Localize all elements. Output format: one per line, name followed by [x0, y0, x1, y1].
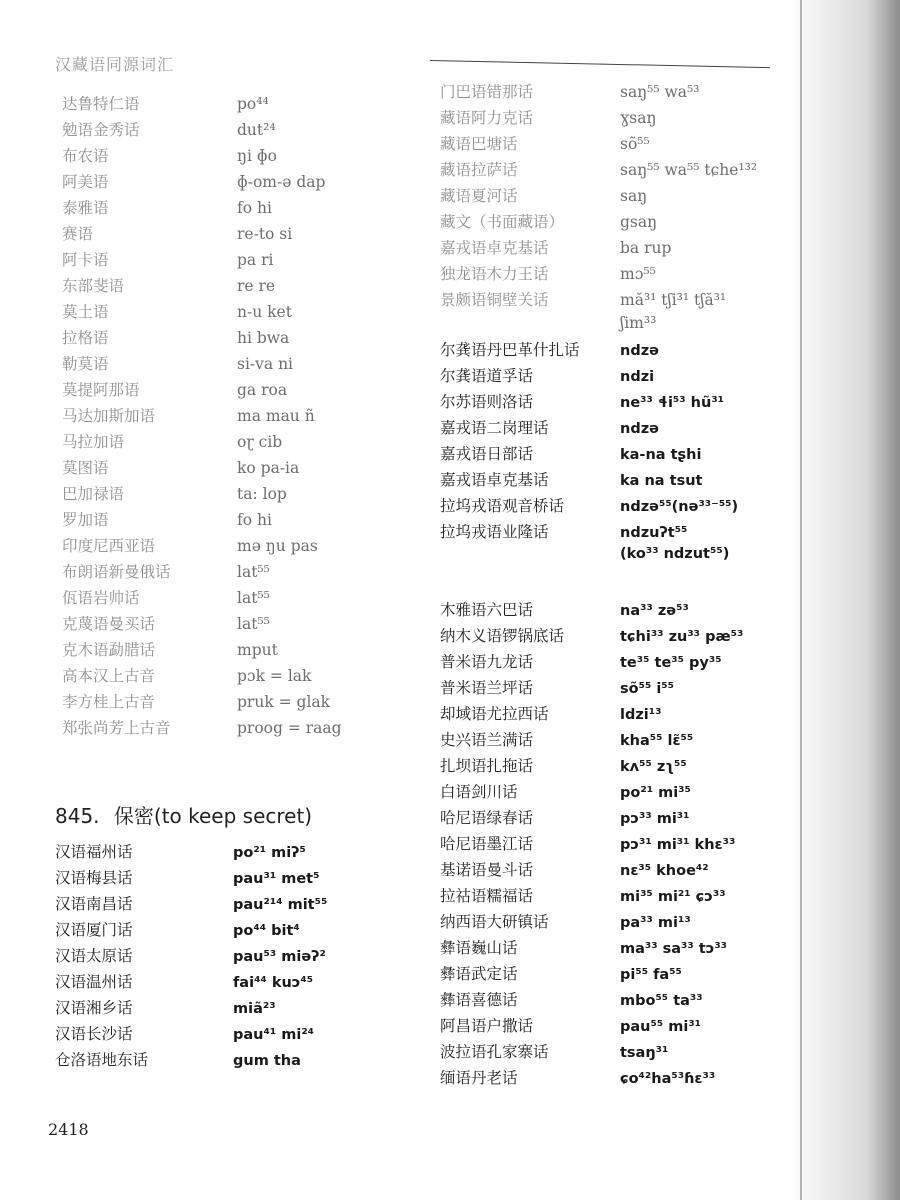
word-form: pau⁴¹ mi²⁴: [233, 1027, 315, 1043]
language-name: 赛语: [62, 225, 94, 243]
entry-row: [62, 534, 407, 560]
entry-row: [62, 92, 407, 118]
word-form: po⁴⁴ bit⁴: [233, 923, 300, 939]
language-name: 藏文（书面藏语）: [440, 213, 565, 231]
word-form: dut²⁴: [237, 121, 276, 139]
language-name: 李方桂上古音: [62, 693, 156, 711]
entry-row: [440, 314, 800, 340]
language-name: 巴加禄语: [62, 485, 125, 503]
word-form: ga roa: [237, 381, 288, 399]
language-name: 勒莫语: [62, 355, 109, 373]
entry-row: [440, 106, 800, 132]
word-form: po²¹ miʔ⁵: [233, 845, 306, 861]
page-number: 2418: [48, 1120, 89, 1139]
language-name: 嘉戎语卓克基话: [440, 471, 549, 489]
word-form: saŋ: [620, 187, 648, 205]
entry-row: [62, 248, 407, 274]
language-name: 景颇语铜壁关话: [440, 291, 549, 309]
entry-row: [62, 456, 407, 482]
entry-row: [62, 430, 407, 456]
language-name: 藏语阿力克话: [440, 109, 534, 127]
word-form: ɕo⁴²ha⁵³ɦɛ³³: [620, 1071, 716, 1087]
entry-row: [62, 118, 407, 144]
word-form: ldzi¹³: [620, 707, 662, 723]
entry-row: [440, 780, 800, 806]
word-form: re-to si: [237, 225, 293, 243]
entry-row: [62, 586, 407, 612]
entry-row: [440, 210, 800, 236]
language-name: 马拉加语: [62, 433, 125, 451]
word-form: miã²³: [233, 1001, 276, 1017]
entry-row: [440, 936, 800, 962]
language-name: 拉坞戎语业隆话: [440, 523, 549, 541]
entry-row: [62, 664, 407, 690]
entry-row: [440, 676, 800, 702]
entry-row: [440, 728, 800, 754]
word-form: lat⁵⁵: [237, 563, 270, 581]
entry-row: [55, 996, 413, 1022]
word-form: ko pa-ia: [237, 459, 300, 477]
language-name: 嘉戎语卓克基话: [440, 239, 549, 257]
entry-row: [440, 650, 800, 676]
language-name: 佤语岩帅话: [62, 589, 140, 607]
word-form: ka-na tʂhi: [620, 447, 702, 463]
word-form: ʃim³³: [620, 314, 657, 332]
entry-row: [440, 962, 800, 988]
word-form: gsaŋ: [620, 213, 658, 231]
entry-row: [55, 1022, 413, 1048]
language-name: 东部斐语: [62, 277, 125, 295]
language-name: 达鲁特仁语: [62, 95, 140, 113]
entry-row: [62, 170, 407, 196]
page-edge-line: [800, 0, 802, 1200]
word-form: pau²¹⁴ mit⁵⁵: [233, 897, 328, 913]
entry-row: [62, 560, 407, 586]
section-title: [55, 800, 312, 829]
language-name: 却域语尤拉西话: [440, 705, 549, 723]
word-form: mɔ⁵⁵: [620, 265, 656, 283]
word-form: pɔ³¹ mi³¹ khɛ³³: [620, 837, 736, 853]
entry-row: [62, 404, 407, 430]
word-form: n-u ket: [237, 303, 292, 321]
word-form: lat⁵⁵: [237, 615, 270, 633]
language-name: 哈尼语绿春话: [440, 809, 534, 827]
word-form: pruk = glak: [237, 693, 331, 711]
word-form: tɕhi³³ zu³³ pæ⁵³: [620, 629, 744, 645]
word-form: nɛ³⁵ khoe⁴²: [620, 863, 709, 879]
entry-row: [440, 702, 800, 728]
word-form: te³⁵ te³⁵ py³⁵: [620, 655, 722, 671]
entry-row: [62, 482, 407, 508]
language-name: 纳西语大研镇话: [440, 913, 549, 931]
language-name: 哈尼语墨江话: [440, 835, 534, 853]
entry-row: [55, 918, 413, 944]
word-form: oɽ cib: [237, 433, 283, 451]
language-name: 门巴语错那话: [440, 83, 534, 101]
word-form: re re: [237, 277, 276, 295]
right-bottom-column: [440, 338, 800, 1092]
language-name: 彝语喜德话: [440, 991, 518, 1009]
word-form: mə ŋu pas: [237, 537, 318, 555]
entry-row: [440, 598, 800, 624]
word-form: hi bwa: [237, 329, 290, 347]
entry-row: [440, 624, 800, 650]
language-name: 罗加语: [62, 511, 109, 529]
page-edge-shadow: [790, 0, 900, 1200]
language-name: 藏语夏河话: [440, 187, 518, 205]
word-form: ndzi: [620, 369, 655, 385]
language-name: 扎坝语扎拖话: [440, 757, 534, 775]
header-rule: [430, 60, 770, 68]
entry-row: [440, 1040, 800, 1066]
word-form: proog = raag: [237, 719, 342, 737]
entry-row: [440, 468, 800, 494]
entry-row: [440, 884, 800, 910]
word-form: mi³⁵ mi²¹ ɕɔ³³: [620, 889, 726, 905]
entry-row: [440, 988, 800, 1014]
language-name: 汉语太原话: [55, 947, 133, 965]
language-name: 莫土语: [62, 303, 109, 321]
entry-row: [55, 840, 413, 866]
language-name: 尔龚语丹巴革什扎话: [440, 341, 580, 359]
entry-row: [440, 288, 800, 314]
word-form: pi⁵⁵ fa⁵⁵: [620, 967, 682, 983]
section-number: 845.: [55, 804, 100, 828]
entry-row: [62, 690, 407, 716]
word-form: sõ⁵⁵ i⁵⁵: [620, 681, 675, 697]
entry-row: [62, 222, 407, 248]
entry-row: [440, 442, 800, 468]
language-name: 嘉戎语二岗理话: [440, 419, 549, 437]
entry-row: [62, 300, 407, 326]
word-form: fai⁴⁴ kuɔ⁴⁵: [233, 975, 314, 991]
section-heading: 保密(to keep secret): [113, 804, 313, 828]
entry-row: [62, 196, 407, 222]
entry-row: [62, 274, 407, 300]
word-form: ɣsaŋ: [620, 109, 657, 127]
language-name: 嘉戎语日部话: [440, 445, 534, 463]
word-form: lat⁵⁵: [237, 589, 270, 607]
language-name: 阿美语: [62, 173, 109, 191]
running-head: 汉藏语同源词汇: [55, 55, 175, 74]
entry-row: [62, 508, 407, 534]
left-bottom-column: [55, 840, 413, 1074]
word-form: saŋ⁵⁵ wa⁵³: [620, 83, 700, 101]
language-name: 基诺语曼斗话: [440, 861, 534, 879]
word-form: ndzə: [620, 343, 659, 359]
entry-row: [62, 716, 407, 742]
right-top-column: [440, 80, 800, 340]
entry-row: [440, 546, 800, 572]
language-name: 勉语金秀话: [62, 121, 140, 139]
entry-row: [62, 612, 407, 638]
language-name: 汉语福州话: [55, 843, 133, 861]
word-form: po²¹ mi³⁵: [620, 785, 691, 801]
entry-row: [440, 1066, 800, 1092]
left-top-column: [62, 92, 407, 742]
language-name: 马达加斯加语: [62, 407, 156, 425]
language-name: 高本汉上古音: [62, 667, 156, 685]
language-name: 尔苏语则洛话: [440, 393, 534, 411]
entry-row: [62, 378, 407, 404]
language-name: 布农语: [62, 147, 109, 165]
entry-row: [440, 858, 800, 884]
word-form: mbo⁵⁵ ta³³: [620, 993, 703, 1009]
word-form: pau⁵⁵ mi³¹: [620, 1019, 702, 1035]
entry-row: [62, 144, 407, 170]
language-name: 拉格语: [62, 329, 109, 347]
language-name: 木雅语六巴话: [440, 601, 534, 619]
language-name: 汉语温州话: [55, 973, 133, 991]
entry-row: [440, 262, 800, 288]
language-name: 克蔑语曼买话: [62, 615, 156, 633]
entry-row: [440, 572, 800, 598]
language-name: 阿卡语: [62, 251, 109, 269]
word-form: pɔk = lak: [237, 667, 312, 685]
language-name: 汉语长沙话: [55, 1025, 133, 1043]
language-name: 印度尼西亚语: [62, 537, 156, 555]
entry-row: [440, 390, 800, 416]
language-name: 仓洛语地东话: [55, 1051, 149, 1069]
entry-row: [440, 236, 800, 262]
word-form: tsaŋ³¹: [620, 1045, 669, 1061]
word-form: pau³¹ met⁵: [233, 871, 320, 887]
entry-row: [55, 866, 413, 892]
word-form: ŋi ɸo: [237, 147, 277, 165]
entry-row: [440, 184, 800, 210]
language-name: 汉语湘乡话: [55, 999, 133, 1017]
entry-row: [62, 352, 407, 378]
entry-row: [55, 944, 413, 970]
language-name: 莫提阿那语: [62, 381, 140, 399]
word-form: saŋ⁵⁵ wa⁵⁵ tɕhe¹³²: [620, 161, 758, 179]
word-form: na³³ zə⁵³: [620, 603, 689, 619]
language-name: 彝语武定话: [440, 965, 518, 983]
word-form: ma mau ñ: [237, 407, 315, 425]
language-name: 缅语丹老话: [440, 1069, 518, 1087]
language-name: 纳木义语锣锅底话: [440, 627, 565, 645]
word-form: fo hi: [237, 511, 272, 529]
language-name: 波拉语孔家寨话: [440, 1043, 549, 1061]
word-form: ndzuʔt⁵⁵: [620, 525, 688, 541]
language-name: 独龙语木力王话: [440, 265, 549, 283]
language-name: 汉语厦门话: [55, 921, 133, 939]
entry-row: [440, 158, 800, 184]
entry-row: [440, 338, 800, 364]
language-name: 汉语南昌话: [55, 895, 133, 913]
language-name: 藏语巴塘话: [440, 135, 518, 153]
entry-row: [440, 132, 800, 158]
entry-row: [440, 494, 800, 520]
word-form: pa³³ mi¹³: [620, 915, 691, 931]
word-form: ba rup: [620, 239, 672, 257]
entry-row: [55, 970, 413, 996]
language-name: 史兴语兰满话: [440, 731, 534, 749]
language-name: 藏语拉萨话: [440, 161, 518, 179]
entry-row: [440, 416, 800, 442]
entry-row: [440, 832, 800, 858]
language-name: 莫图语: [62, 459, 109, 477]
word-form: po⁴⁴: [237, 95, 269, 113]
language-name: 阿昌语户撒话: [440, 1017, 534, 1035]
language-name: 彝语巍山话: [440, 939, 518, 957]
language-name: 克木语勐腊话: [62, 641, 156, 659]
word-form: pɔ³³ mi³¹: [620, 811, 690, 827]
entry-row: [62, 326, 407, 352]
entry-row: [440, 1014, 800, 1040]
language-name: 普米语九龙话: [440, 653, 534, 671]
word-form: sõ⁵⁵: [620, 135, 650, 153]
language-name: 普米语兰坪话: [440, 679, 534, 697]
word-form: pau⁵³ miəʔ²: [233, 949, 326, 965]
word-form: fo hi: [237, 199, 272, 217]
word-form: (ko³³ ndzut⁵⁵): [620, 546, 730, 562]
entry-row: [440, 910, 800, 936]
word-form: ta: lop: [237, 485, 287, 503]
language-name: 泰雅语: [62, 199, 109, 217]
language-name: 白语剑川话: [440, 783, 518, 801]
word-form: mă³¹ tʃi³¹ tʃă³¹: [620, 291, 727, 309]
entry-row: [440, 80, 800, 106]
word-form: gum tha: [233, 1053, 301, 1069]
language-name: 拉坞戎语观音桥话: [440, 497, 565, 515]
word-form: kʌ⁵⁵ zʅ⁵⁵: [620, 759, 687, 775]
entry-row: [440, 754, 800, 780]
entry-row: [440, 806, 800, 832]
entry-row: [62, 638, 407, 664]
word-form: ka na tsut: [620, 473, 703, 489]
word-form: pa ri: [237, 251, 274, 269]
word-form: ɸ-om-ə dap: [237, 173, 326, 191]
word-form: ne³³ ɬi⁵³ hũ³¹: [620, 395, 725, 411]
entry-row: [440, 520, 800, 546]
word-form: si-va ni: [237, 355, 294, 373]
entry-row: [440, 364, 800, 390]
language-name: 尔龚语道孚话: [440, 367, 534, 385]
entry-row: [55, 1048, 413, 1074]
language-name: 郑张尚芳上古音: [62, 719, 171, 737]
language-name: 布朗语新曼俄话: [62, 563, 171, 581]
entry-row: [55, 892, 413, 918]
word-form: kha⁵⁵ lɛ̃⁵⁵: [620, 733, 694, 749]
word-form: ndzə: [620, 421, 659, 437]
language-name: 汉语梅县话: [55, 869, 133, 887]
language-name: 拉祜语糯福话: [440, 887, 534, 905]
word-form: ma³³ sa³³ tɔ³³: [620, 941, 728, 957]
word-form: ndzə⁵⁵(nə³³⁻⁵⁵): [620, 499, 739, 515]
word-form: mput: [237, 641, 278, 659]
